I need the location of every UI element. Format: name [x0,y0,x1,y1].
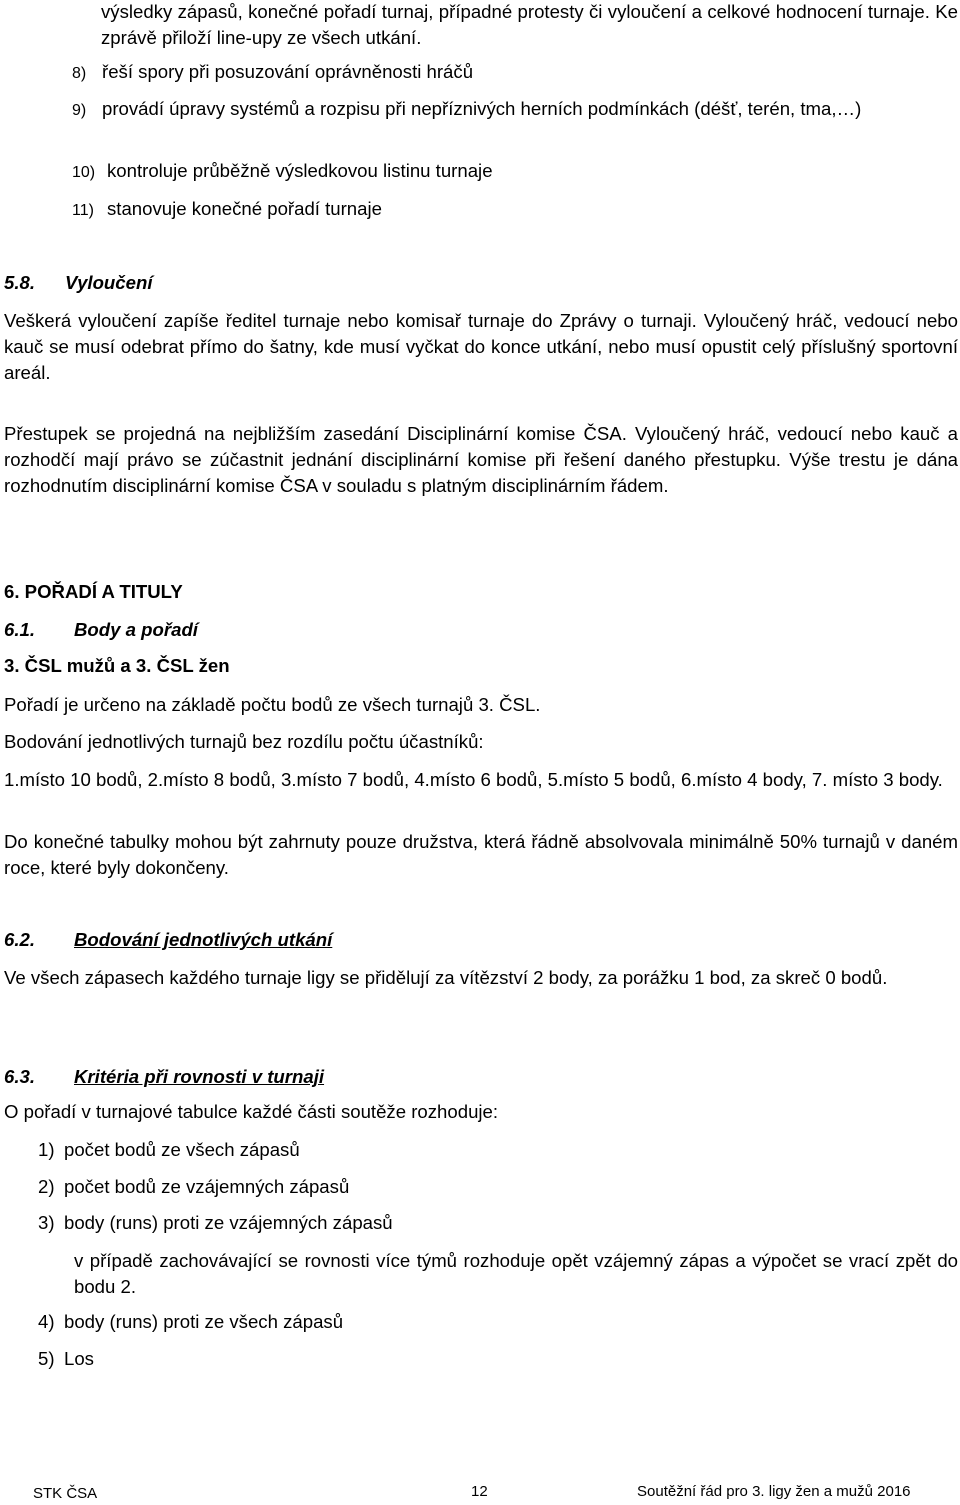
section-6-paragraph-2: Bodování jednotlivých turnajů bez rozdílu počtu účastníků: [4,731,484,752]
criterion-item-3 [38,1212,393,1234]
criterion-number: 2) [38,1176,55,1197]
league-heading: 3. ČSL mužů a 3. ČSL žen [4,655,230,676]
duty-text: kontroluje průběžně výsledkovou listinu turnaje [107,160,493,181]
section-title: Body a pořadí [74,619,198,640]
section-6-2-paragraph: Ve všech zápasech každého turnaje ligy se přidělují za vítězství 2 body, za porážku 1 bod, za skreč 0 bodů. [4,967,888,988]
criterion-item-1 [38,1139,300,1161]
criterion-text: počet bodů ze vzájemných zápasů [64,1176,350,1197]
criterion-item-4 [38,1311,343,1333]
duty-text: stanovuje konečné pořadí turnaje [107,198,382,219]
duty-number: 10) [72,164,96,181]
criterion-number: 5) [38,1348,55,1369]
section-title: Vyloučení [65,272,153,293]
criterion-item-2 [38,1176,349,1198]
section-6-2-heading [4,929,332,951]
criterion-number: 4) [38,1311,55,1332]
section-5-8-heading [4,272,153,294]
criterion-text: Los [64,1348,94,1369]
intro-paragraph: výsledky zápasů, konečné pořadí turnaj, případné protesty či vyloučení a celkové hodnocení turnaje. Ke zprávě přiloží line-upy ze všech utkání. [101,1,958,48]
footer-page-number: 12 [471,1483,488,1500]
section-6-paragraph-4: Do konečné tabulky mohou být zahrnuty pouze družstva, která řádně absolvovala minimálně 50% turnajů v daném roce, které byly dokončeny. [4,831,958,878]
duty-number: 8) [72,65,87,82]
duty-item-11 [72,198,382,220]
criterion-text: body (runs) proti ze vzájemných zápasů [64,1212,393,1233]
footer-right: Soutěžní řád pro 3. ligy žen a mužů 2016 [637,1483,911,1500]
section-6-3-intro: O pořadí v turnajové tabulce každé části soutěže rozhoduje: [4,1101,499,1122]
section-6-heading: 6. POŘADÍ A TITULY [4,581,183,602]
duty-item-9 [72,96,958,124]
points-table-text: 1.místo 10 bodů, 2.místo 8 bodů, 3.místo 7 bodů, 4.místo 6 bodů, 5.místo 5 bodů, 6.místo 4 body, 7. místo 3 body. [4,769,943,790]
section-6-paragraph-1: Pořadí je určeno na základě počtu bodů ze všech turnajů 3. ČSL. [4,694,541,715]
criterion-text: body (runs) proti ze všech zápasů [64,1311,344,1332]
duty-number: 9) [72,102,87,119]
criterion-item-5 [38,1348,94,1370]
section-number: 6.2. [4,929,36,950]
section-title: Kritéria při rovnosti v turnaji [74,1066,325,1087]
section-number: 6.1. [4,619,36,640]
duty-item-8 [72,61,473,83]
duty-text: řeší spory při posuzování oprávněnosti hráčů [102,61,474,82]
section-number: 5.8. [4,272,36,293]
footer-left: STK ČSA [33,1485,98,1502]
section-5-8-paragraph-2: Přestupek se projedná na nejbližším zasedání Disciplinární komise ČSA. Vyloučený hráč, vedoucí nebo kauč a rozhodčí mají právo se zúčastnit jednání disciplinární komise při řešení daného přestupku. Výše trestu je dána rozhodnutím disciplinární komise ČSA v souladu s platným disciplinárním řádem. [4,423,958,496]
section-5-8-paragraph-1: Veškerá vyloučení zapíše ředitel turnaje nebo komisař turnaje do Zprávy o turnaji. Vyloučený hráč, vedoucí nebo kauč se musí odebrat přímo do šatny, kde musí vyčkat do konce utkání, nebo musí opustit celý příslušný sportovní areál. [4,310,958,383]
criterion-number: 3) [38,1212,55,1233]
section-title: Bodování jednotlivých utkání [74,929,333,950]
duty-text: provádí úpravy systémů a rozpisu při nepříznivých herních podmínkách (déšť, terén, tma,…) [102,98,862,119]
criterion-note: v případě zachovávající se rovnosti více týmů rozhoduje opět vzájemný zápas a výpočet se vrací zpět do bodu 2. [74,1250,958,1297]
duty-number: 11) [72,202,94,219]
duty-item-10 [72,160,493,182]
criterion-text: počet bodů ze všech zápasů [64,1139,300,1160]
section-number: 6.3. [4,1066,36,1087]
section-6-3-heading [4,1066,324,1088]
section-6-1-heading [4,619,198,641]
criterion-number: 1) [38,1139,55,1160]
